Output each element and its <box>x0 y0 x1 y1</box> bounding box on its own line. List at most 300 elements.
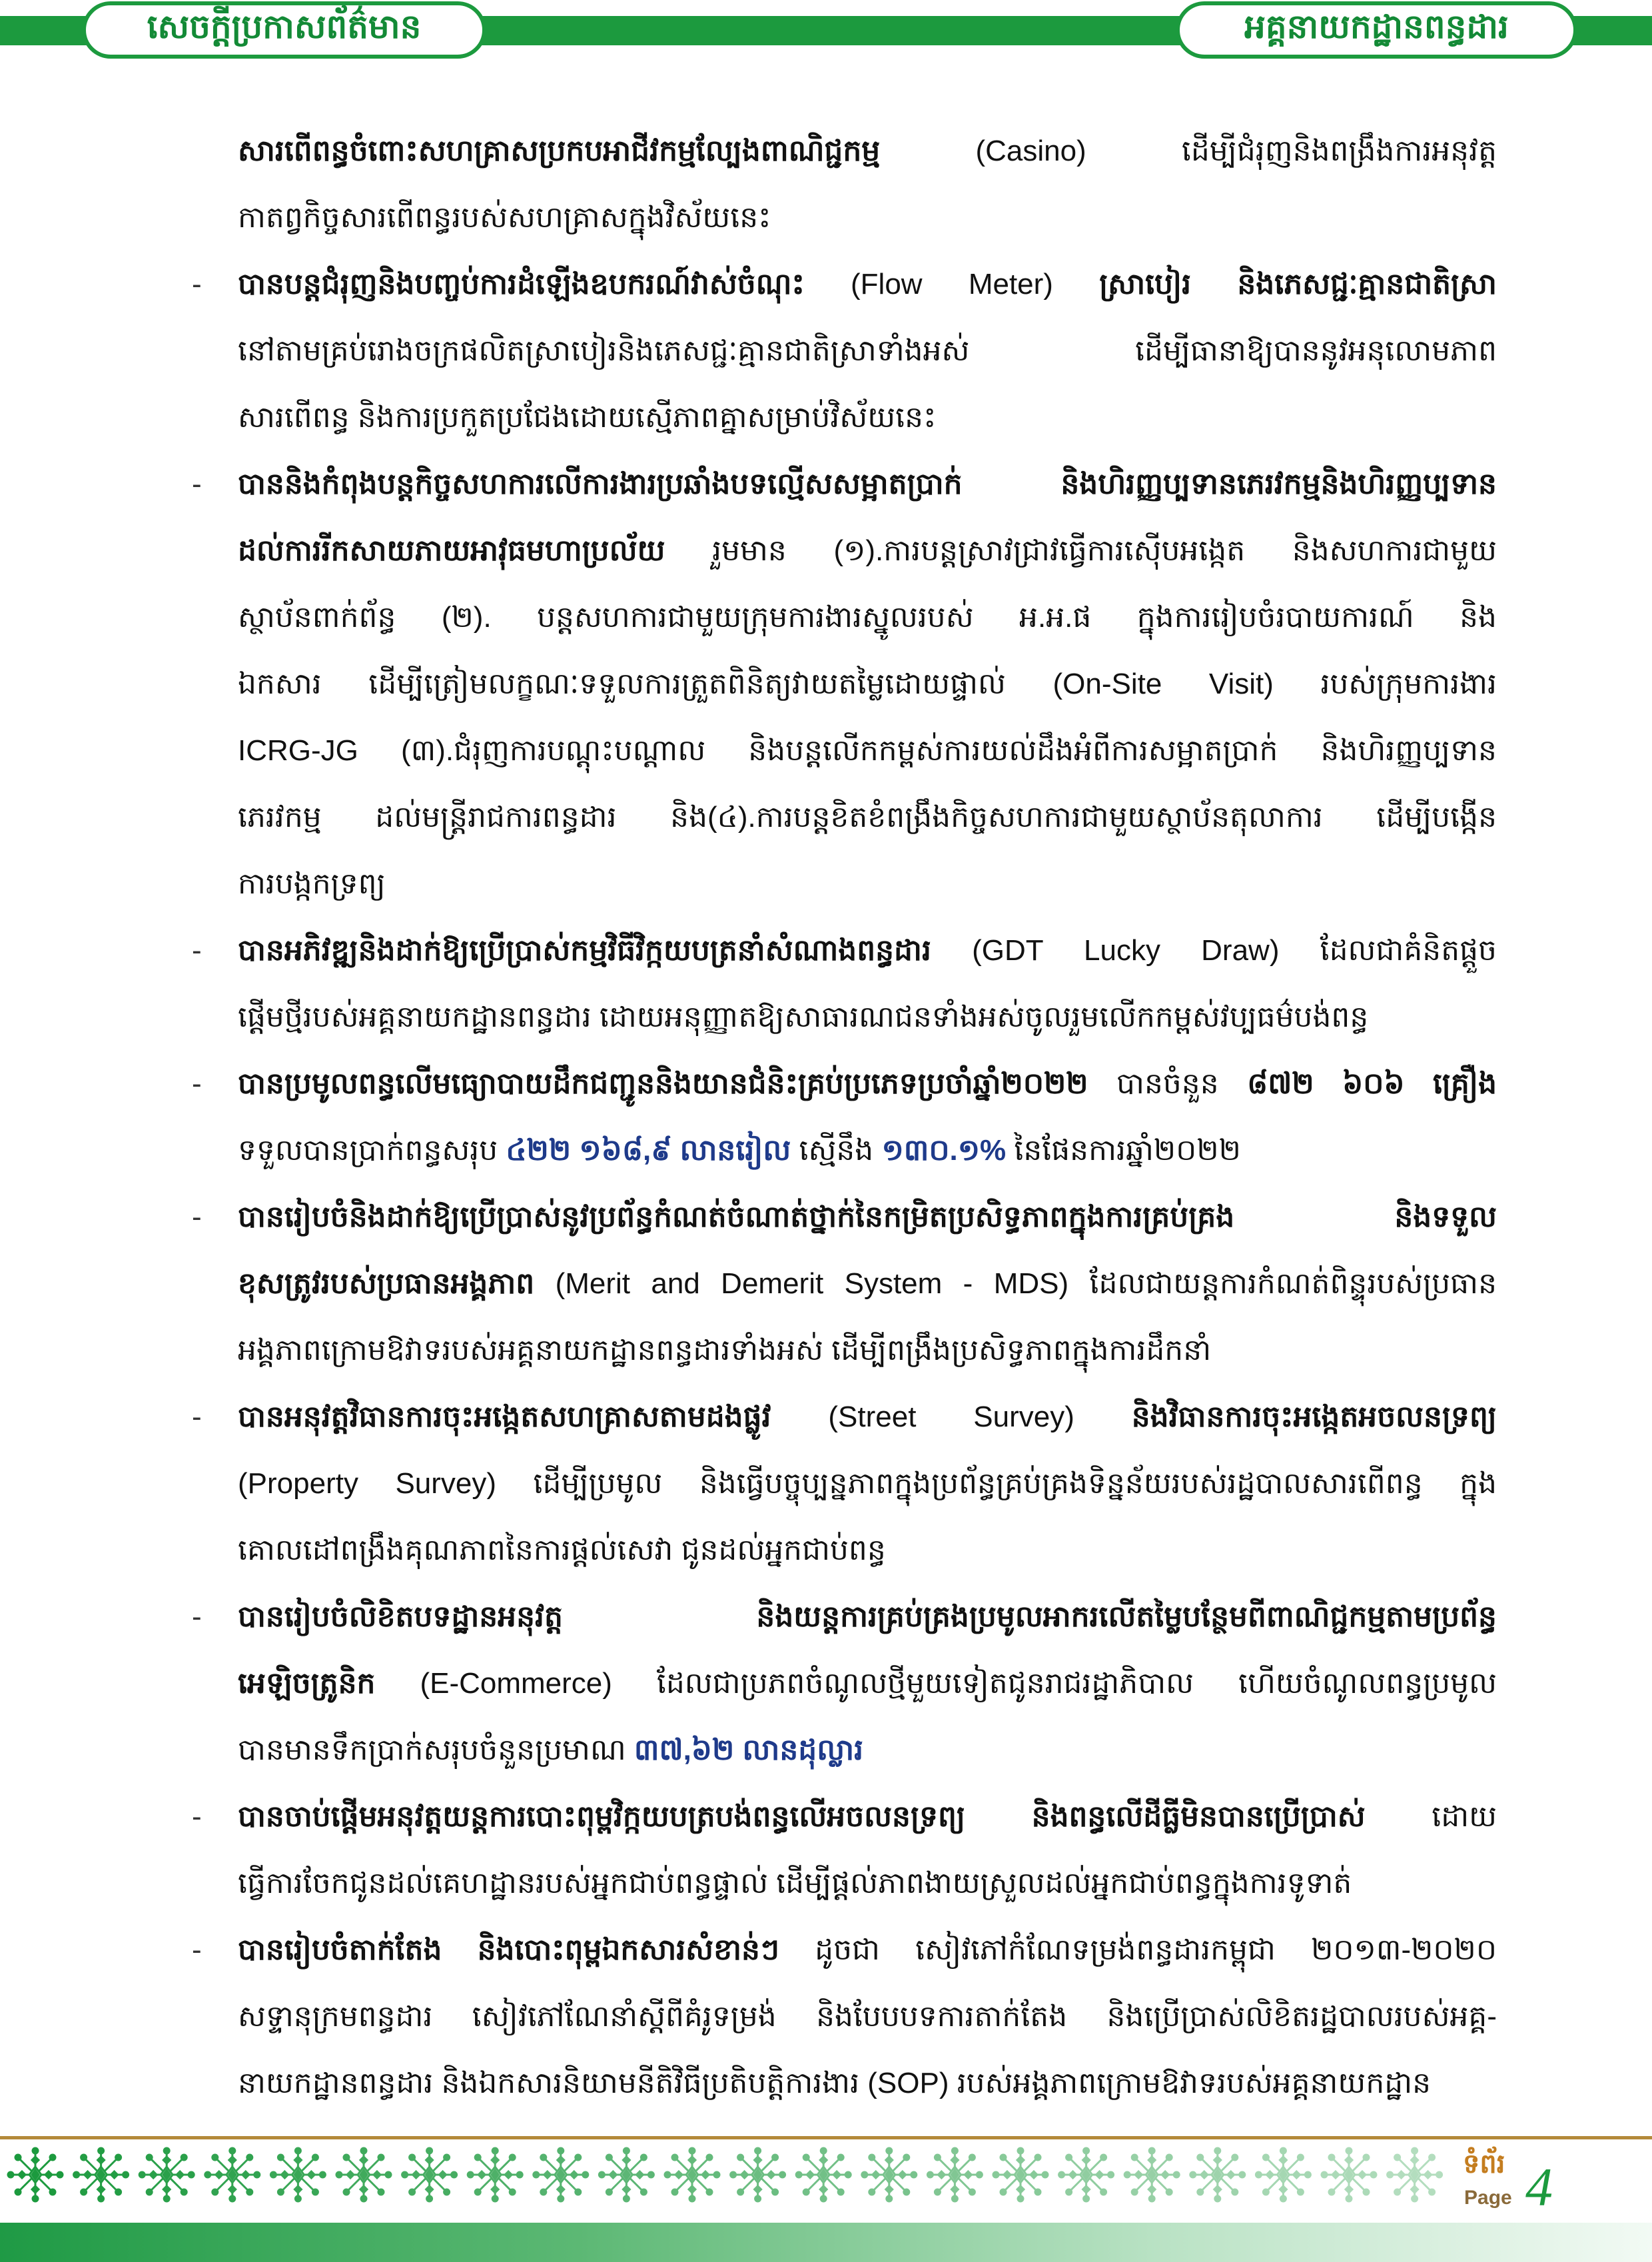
snowflake-ornament-icon <box>1256 2148 1310 2201</box>
ornament-dot <box>278 2155 283 2160</box>
ornament-dot <box>1198 2155 1203 2160</box>
bold-text: បានអភិវឌ្ឍនិងដាក់ឱ្យប្រើប្រាស់កម្មវិធីវិក្កយបត្រនាំសំណាងពន្ធដារ <box>238 934 973 967</box>
text-line <box>238 851 1497 917</box>
body-text: ដូចជា សៀវភៅកំណែទម្រង់ពន្ធដារកម្ពុជា ២០១៣-២០២០ <box>815 1934 1497 1966</box>
snowflake-ornament-icon <box>731 2148 785 2201</box>
ornament-dot <box>534 2172 539 2177</box>
ornament-dot <box>935 2189 940 2195</box>
ornament-dot <box>583 2172 588 2177</box>
ornament-dot <box>212 2189 218 2195</box>
ornament-leaf <box>1214 2157 1221 2163</box>
bold-text: ស្រាបៀរ និងភេសជ្ជៈគ្មានជាតិស្រា <box>1099 268 1497 300</box>
ornament-leaf <box>19 2171 25 2178</box>
bullet-dash: - <box>192 1934 202 1966</box>
ornament-leaf <box>98 2186 105 2193</box>
text-line <box>238 1717 1497 1784</box>
ornament-dot <box>8 2172 13 2177</box>
ornament-dot <box>1132 2189 1137 2195</box>
text-line <box>238 1983 1497 2050</box>
ornament-dot <box>1232 2189 1238 2195</box>
ornament-dot <box>1305 2172 1310 2177</box>
ornament-dot <box>1280 2196 1286 2201</box>
header-tab-department <box>1176 1 1577 59</box>
ornament-dot <box>641 2155 646 2160</box>
ornament-leaf <box>951 2186 958 2193</box>
ornament-leaf <box>492 2186 498 2193</box>
ornament-dot <box>295 2196 300 2201</box>
ornament-leaf <box>1070 2171 1076 2178</box>
ornament-dot <box>312 2189 318 2195</box>
body-text: គោលដៅពង្រឹងគុណភាពនៃការផ្តល់សេវា ជូនដល់អ្នកជាប់ពន្ធ <box>238 1534 886 1566</box>
body-text: ឯកសារ ដើម្បីត្រៀមលក្ខណៈទទួលការត្រួតពិនិត្យវាយតម្លៃដោយផ្ទាល់ (On-Site Visit) របស់ក្រុមការងារ <box>238 668 1497 700</box>
ornament-dot <box>410 2189 415 2195</box>
ornament-leaf <box>492 2157 498 2163</box>
ornament-dot <box>1232 2155 1238 2160</box>
text-line <box>238 1517 1497 1584</box>
ornament-dot <box>862 2172 867 2177</box>
ornament-dot <box>927 2172 933 2177</box>
ornament-dot <box>50 2189 55 2195</box>
ornament-dot <box>1084 2148 1089 2153</box>
ornament-dot <box>410 2155 415 2160</box>
ornament-leaf <box>1096 2171 1103 2178</box>
snowflake-ornament-icon <box>468 2148 522 2201</box>
ornament-leaf <box>308 2171 314 2178</box>
snowflake-ornament-icon <box>534 2148 588 2201</box>
bold-text: សារពើពន្ធចំពោះសហគ្រាសប្រកបអាជីវកម្មល្បែងពាណិជ្ជកម្ម <box>238 135 976 167</box>
page-label: Page <box>1464 2187 1512 2209</box>
ornament-leaf <box>886 2186 893 2193</box>
ornament-dot <box>510 2155 515 2160</box>
ornament-dot <box>796 2172 801 2177</box>
bullet-dash: - <box>192 468 202 500</box>
ornament-leaf <box>1280 2157 1286 2163</box>
ornament-leaf <box>163 2157 170 2163</box>
snowflake-ornament-icon <box>1059 2148 1114 2201</box>
ornament-dot <box>427 2196 432 2201</box>
header-tab-label: សេចក្តីប្រកាសព័ត៌មាន <box>147 7 422 46</box>
ornament-leaf <box>1031 2171 1037 2178</box>
bold-text: ខុសត្រូវរបស់ប្រធានអង្គភាព <box>238 1267 556 1300</box>
body-text: នៃផែនការឆ្នាំ២០២២ <box>1006 1134 1241 1167</box>
ornament-dot <box>911 2172 917 2177</box>
ornament-leaf <box>478 2171 485 2178</box>
ornament-dot <box>1132 2155 1137 2160</box>
ornament-dot <box>576 2155 581 2160</box>
body-text: ផ្តើមថ្មីរបស់អគ្គនាយកដ្ឋានពន្ធដារ ដោយអនុញ្ញាតឱ្យសាធារណជនទាំងអស់ចូលរួមលើកកម្ពស់វប្បធម៌បង់ពន្ធ <box>238 1001 1369 1033</box>
text-line <box>238 1184 1497 1251</box>
snowflake-ornament-icon <box>927 2148 982 2201</box>
ornament-dot <box>1215 2196 1220 2201</box>
ornament-leaf <box>1162 2171 1168 2178</box>
ornament-dot <box>641 2189 646 2195</box>
snowflake-ornament-icon <box>1124 2148 1179 2201</box>
ornament-dot <box>780 2172 785 2177</box>
text-line <box>238 984 1497 1051</box>
ornament-dot <box>74 2172 79 2177</box>
ornament-dot <box>475 2189 480 2195</box>
text-line <box>238 1784 1497 1850</box>
ornament-dot <box>510 2189 515 2195</box>
ornament-dot <box>230 2196 235 2201</box>
bold-text: បានចាប់ផ្តើមអនុវត្តយន្តការបោះពុម្ពវិក្កយបត្របង់ពន្ធលើអចលនទ្រព្យ និងពន្ធលើដីធ្លីមិនបានប្រើប្រាស់ <box>238 1800 1432 1833</box>
ornament-leaf <box>689 2186 695 2193</box>
bullet-item <box>192 1184 1497 1384</box>
ornament-leaf <box>1083 2157 1090 2163</box>
page-number: 4 <box>1525 2157 1553 2217</box>
ornament-leaf <box>1398 2171 1405 2178</box>
ornament-leaf <box>1017 2186 1024 2193</box>
ornament-dot <box>773 2155 778 2160</box>
ornament-dot <box>427 2148 432 2153</box>
ornament-leaf <box>558 2186 564 2193</box>
bold-text: ៨៧២ ៦០៦ គ្រឿង <box>1247 1067 1497 1100</box>
snowflake-ornament-icon <box>1388 2148 1442 2201</box>
body-text: (E-Commerce) ដែលជាប្រភពចំណូលថ្មីមួយទៀតជូនរាជរដ្ឋាភិបាល ហើយចំណូលពន្ធប្រមូល <box>420 1667 1497 1700</box>
bullet-item <box>192 1384 1497 1584</box>
ornament-dot <box>838 2189 843 2195</box>
ornament-dot <box>1371 2172 1376 2177</box>
text-line <box>238 518 1497 584</box>
bold-text: បានអនុវត្តវិធានការចុះអង្កេតសហគ្រាសតាមដងផ្លូវ <box>238 1401 829 1433</box>
body-text: សារពើពន្ធ និងការប្រកួតប្រជែងដោយស្មើភាពគ្នាសម្រាប់វិស័យនេះ <box>238 401 937 434</box>
ornament-leaf <box>413 2171 420 2178</box>
page-label-khmer: ទំព័រ <box>1463 2149 1505 2179</box>
ornament-leaf <box>938 2171 945 2178</box>
ornament-dot <box>1166 2189 1172 2195</box>
ornament-leaf <box>163 2186 170 2193</box>
ornament-leaf <box>820 2157 827 2163</box>
document-body <box>192 118 1497 2117</box>
text-line <box>238 1650 1497 1717</box>
text-line <box>238 917 1497 984</box>
bullet-item <box>192 1784 1497 1917</box>
highlighted-figure: ៤២២ ១៦៨,៩ លានរៀល <box>506 1134 791 1167</box>
bullet-item <box>192 251 1497 451</box>
ornament-leaf <box>150 2171 157 2178</box>
ornament-leaf <box>426 2157 433 2163</box>
ornament-dot <box>33 2148 38 2153</box>
snowflake-ornament-icon <box>993 2148 1048 2201</box>
bullet-dash: - <box>192 1800 202 1833</box>
ornament-dot <box>1066 2189 1072 2195</box>
bold-text: ដល់ការរីកសាយភាយអាវុធមហាប្រល័យ <box>238 534 713 567</box>
ornament-leaf <box>571 2171 578 2178</box>
ornament-dot <box>558 2148 564 2153</box>
ornament-leaf <box>98 2157 105 2163</box>
ornament-leaf <box>32 2157 39 2163</box>
bold-text: បានបន្តជំរុញនិងបញ្ចប់ការដំឡើងឧបករណ៍វាស់ចំណុះ <box>238 268 851 300</box>
body-text: ធ្វើការចែកជូនដល់គេហដ្ឋានរបស់អ្នកជាប់ពន្ធផ្ទាល់ ដើម្បីផ្តល់ភាពងាយស្រួលដល់អ្នកជាប់ពន្ធក្នុងការទូទាត់ <box>238 1867 1352 1900</box>
body-text: នាយកដ្ឋានពន្ធដារ និងឯកសារនិយាមនីតិវិធីប្រតិបត្តិការងារ (SOP) របស់អង្គភាពក្រោមឱវាទរបស់អគ្គនាយកដ្ឋាន <box>238 2067 1432 2099</box>
ornament-dot <box>81 2189 87 2195</box>
highlighted-figure: ៣៧,៦២ លានដុល្លារ <box>633 1734 864 1766</box>
body-text: បានមានទឹកប្រាក់សរុបចំនួនប្រមាណ <box>238 1734 634 1766</box>
ornament-dot <box>707 2189 712 2195</box>
ornament-dot <box>1395 2155 1400 2160</box>
ornament-dot <box>845 2172 851 2177</box>
ornament-dot <box>1263 2189 1268 2195</box>
text-line <box>238 1584 1497 1650</box>
ornament-dot <box>517 2172 522 2177</box>
ornament-leaf <box>505 2171 512 2178</box>
ornament-dot <box>164 2148 169 2153</box>
ornament-dot <box>1101 2189 1106 2195</box>
snowflake-ornament-icon <box>1322 2148 1376 2201</box>
ornament-leaf <box>360 2157 367 2163</box>
ornament-leaf <box>1214 2186 1221 2193</box>
ornament-leaf <box>1346 2157 1352 2163</box>
ornament-leaf <box>636 2171 643 2178</box>
ornament-dot <box>147 2155 152 2160</box>
body-text: ភេរវកម្ម ដល់មន្ត្រីរាជការពន្ធដារ និង(៤).ការបន្តខិតខំពង្រឹងកិច្ចសហការជាមួយស្ថាប័នតុលាការ ដើម្បីបង្កើន <box>238 801 1497 834</box>
bullet-dash: - <box>192 1600 202 1633</box>
ornament-dot <box>738 2155 743 2160</box>
ornament-dot <box>386 2172 391 2177</box>
bold-text: បានរៀបចំលិខិតបទដ្ឋានអនុវត្ត និងយន្តការគ្រប់គ្រងប្រមូលអាករលើតម្លៃបន្ថែមពីពាណិជ្ជកម្មតាមប្រព័ន្ធ <box>238 1600 1497 1633</box>
ornament-dot <box>707 2155 712 2160</box>
ornament-dot <box>1430 2189 1435 2195</box>
text-line <box>238 318 1497 384</box>
ornament-dot <box>689 2148 695 2153</box>
ornament-dot <box>1190 2172 1196 2177</box>
snowflake-ornament-icon <box>665 2148 719 2201</box>
ornament-dot <box>278 2189 283 2195</box>
ornament-dot <box>623 2196 629 2201</box>
body-text: ICRG-JG (៣).ជំរុញការបណ្តុះបណ្តាល និងបន្តលើកកម្ពស់ការយល់ដឹងអំពីការសម្អាតប្រាក់ និងហិរញ្ញប្បទាន <box>238 734 1497 767</box>
ornament-leaf <box>768 2171 775 2178</box>
ornament-leaf <box>1004 2171 1011 2178</box>
ornament-dot <box>952 2148 957 2153</box>
ornament-dot <box>1298 2155 1303 2160</box>
ornament-dot <box>1066 2155 1072 2160</box>
ornament-dot <box>1364 2189 1369 2195</box>
ornament-dot <box>295 2148 300 2153</box>
text-line <box>238 1051 1497 1117</box>
ornament-dot <box>452 2172 457 2177</box>
ornament-dot <box>1174 2172 1179 2177</box>
ornament-leaf <box>623 2186 629 2193</box>
ornament-leaf <box>1017 2157 1024 2163</box>
ornament-leaf <box>242 2171 249 2178</box>
ornament-dot <box>672 2189 677 2195</box>
ornament-leaf <box>440 2171 446 2178</box>
ornament-leaf <box>1280 2186 1286 2193</box>
ornament-dot <box>99 2148 104 2153</box>
ornament-dot <box>541 2189 546 2195</box>
ornament-dot <box>869 2155 875 2160</box>
ornament-dot <box>1059 2172 1064 2177</box>
continuation-paragraph <box>192 118 1497 251</box>
ornament-leaf <box>755 2186 761 2193</box>
ornament-dot <box>887 2196 892 2201</box>
ornament-leaf <box>216 2171 222 2178</box>
ornament-dot <box>475 2155 480 2160</box>
ornament-leaf <box>281 2171 288 2178</box>
ornament-dot <box>887 2148 892 2153</box>
ornament-dot <box>15 2189 21 2195</box>
ornament-dot <box>1364 2155 1369 2160</box>
ornament-dot <box>755 2148 761 2153</box>
ornament-dot <box>1346 2196 1352 2201</box>
text-line <box>238 784 1497 851</box>
body-text: (Flow Meter) <box>851 268 1100 300</box>
ornament-dot <box>838 2155 843 2160</box>
ornament-dot <box>558 2196 564 2201</box>
bold-text: និងវិធានការចុះអង្កេតអចលនទ្រព្យ <box>1131 1401 1497 1433</box>
ornament-dot <box>492 2148 498 2153</box>
text-line <box>238 118 1497 185</box>
ornament-dot <box>181 2189 187 2195</box>
ornament-leaf <box>689 2157 695 2163</box>
text-line <box>238 185 1497 251</box>
ornament-leaf <box>1083 2186 1090 2193</box>
ornament-dot <box>99 2196 104 2201</box>
snowflake-ornament-icon <box>599 2148 653 2201</box>
ornament-leaf <box>1148 2157 1155 2163</box>
ornament-leaf <box>1293 2171 1300 2178</box>
ornament-dot <box>1108 2172 1114 2177</box>
bold-text: អេឡិចត្រូនិក <box>238 1667 420 1700</box>
bullet-dash: - <box>192 1201 202 1233</box>
ornament-dot <box>714 2172 719 2177</box>
ornament-dot <box>1322 2172 1327 2177</box>
ornament-leaf <box>1228 2171 1234 2178</box>
ornament-leaf <box>951 2157 958 2163</box>
ornament-leaf <box>111 2171 118 2178</box>
ornament-dot <box>648 2172 653 2177</box>
ornament-dot <box>821 2148 826 2153</box>
ornament-leaf <box>899 2171 906 2178</box>
ornament-dot <box>205 2172 210 2177</box>
ornament-dot <box>247 2189 252 2195</box>
ornament-leaf <box>177 2171 183 2178</box>
ornament-leaf <box>623 2157 629 2163</box>
ornament-dot <box>1018 2148 1023 2153</box>
ornament-dot <box>361 2148 366 2153</box>
ornament-dot <box>378 2189 384 2195</box>
ornament-dot <box>1101 2155 1106 2160</box>
text-line <box>238 1117 1497 1184</box>
ornament-dot <box>969 2155 975 2160</box>
ornament-leaf <box>426 2186 433 2193</box>
ornament-dot <box>606 2189 612 2195</box>
bullet-item <box>192 1584 1497 1784</box>
ornament-dot <box>773 2189 778 2195</box>
text-line <box>238 451 1497 518</box>
ornament-dot <box>230 2148 235 2153</box>
ornament-dot <box>599 2172 604 2177</box>
ornament-leaf <box>1135 2171 1142 2178</box>
ornament-dot <box>147 2189 152 2195</box>
ornament-dot <box>1166 2155 1172 2160</box>
ornament-dot <box>57 2172 63 2177</box>
text-line <box>238 384 1497 451</box>
body-text: អង្គភាពក្រោមឱវាទរបស់អគ្គនាយកដ្ឋានពន្ធដារទាំងអស់ ដើម្បីពង្រឹងប្រសិទ្ធភាពក្នុងការដឹកនាំ <box>238 1334 1212 1367</box>
text-line <box>238 584 1497 651</box>
ornament-dot <box>1198 2189 1203 2195</box>
ornament-dot <box>1430 2155 1435 2160</box>
ornament-dot <box>869 2189 875 2195</box>
ornament-dot <box>312 2155 318 2160</box>
ornament-dot <box>1035 2155 1040 2160</box>
bullet-dash: - <box>192 1067 202 1100</box>
ornament-dot <box>444 2155 450 2160</box>
text-line <box>238 251 1497 318</box>
text-line <box>238 1251 1497 1317</box>
ornament-dot <box>1388 2172 1393 2177</box>
ornament-dot <box>803 2189 809 2195</box>
ornament-dot <box>1149 2148 1154 2153</box>
header-tab-press-release <box>82 1 486 59</box>
body-text: រួមមាន (១).ការបន្តស្រាវជ្រាវធ្វើការស៊ើបអង្កេត និងសហការជាមួយ <box>712 534 1497 567</box>
ornament-dot <box>123 2172 129 2177</box>
ornament-dot <box>935 2155 940 2160</box>
body-text: (GDT Lucky Draw) ដែលជាគំនិតផ្តួច <box>972 934 1497 967</box>
ornament-dot <box>1215 2148 1220 2153</box>
ornament-leaf <box>1332 2171 1339 2178</box>
ornament-dot <box>904 2189 909 2195</box>
ornament-dot <box>1298 2189 1303 2195</box>
ornament-dot <box>492 2196 498 2201</box>
snowflake-ornament-icon <box>1190 2148 1245 2201</box>
ornament-dot <box>344 2189 349 2195</box>
bold-text: បានប្រមូលពន្ធលើមធ្យោបាយដឹកជញ្ជូននិងយានជំនិះគ្រប់ប្រភេទប្រចាំឆ្នាំ២០២២ <box>238 1067 1117 1100</box>
ornament-leaf <box>374 2171 380 2178</box>
ornament-dot <box>1001 2155 1006 2160</box>
bullet-item <box>192 1917 1497 2117</box>
text-line <box>238 1450 1497 1517</box>
ornament-dot <box>977 2172 982 2177</box>
footer-gradient-band <box>0 2223 1652 2262</box>
ornament-dot <box>189 2172 194 2177</box>
ornament-leaf <box>1412 2186 1418 2193</box>
ornament-leaf <box>965 2171 971 2178</box>
ornament-leaf <box>558 2157 564 2163</box>
footer-divider <box>0 2136 1652 2139</box>
ornament-dot <box>247 2155 252 2160</box>
ornament-dot <box>731 2172 736 2177</box>
text-line <box>238 718 1497 784</box>
ornament-leaf <box>85 2171 91 2178</box>
ornament-dot <box>1329 2189 1334 2195</box>
ornament-dot <box>1329 2155 1334 2160</box>
body-text: ស្ថាប័នពាក់ព័ន្ធ (២). បន្តសហការជាមួយក្រុមការងារស្នូលរបស់ អ.អ.ផ ក្នុងការរៀបចំរបាយការណ៍ និង <box>238 601 1497 634</box>
snowflake-ornament-icon <box>8 2148 63 2201</box>
snowflake-ornament-icon <box>862 2148 917 2201</box>
ornament-dot <box>1149 2196 1154 2201</box>
bold-text: បានរៀបចំនិងដាក់ឱ្យប្រើប្រាស់នូវប្រព័ន្ធកំណត់ចំណាត់ថ្នាក់នៃកម្រិតប្រសិទ្ធភាពក្នុងការគ្រប់គ្រង និងទទួល <box>238 1201 1497 1233</box>
ornament-dot <box>181 2155 187 2160</box>
bullet-dash: - <box>192 1401 202 1433</box>
text-line <box>238 651 1497 718</box>
ornament-leaf <box>1412 2157 1418 2163</box>
ornament-dot <box>821 2196 826 2201</box>
ornament-dot <box>1018 2196 1023 2201</box>
ornament-leaf <box>675 2171 682 2178</box>
body-text: សទ្ទានុក្រមពន្ធដារ សៀវភៅណែនាំស្តីពីគំរូទម្រង់ និងបែបបទការតាក់តែង និងប្រើប្រាស់លិខិតរដ្ឋបាលរបស់អគ្គ- <box>238 2000 1497 2033</box>
ornament-dot <box>904 2155 909 2160</box>
footer-ornament-strip <box>0 2147 1452 2203</box>
ornament-dot <box>952 2196 957 2201</box>
ornament-dot <box>33 2196 38 2201</box>
bold-text: បានរៀបចំតាក់តែង និងបោះពុម្ពឯកសារសំខាន់ៗ <box>238 1934 815 1966</box>
ornament-dot <box>1035 2189 1040 2195</box>
ornament-dot <box>1240 2172 1245 2177</box>
ornament-dot <box>689 2196 695 2201</box>
snowflake-ornament-icon <box>139 2148 194 2201</box>
ornament-leaf <box>755 2157 761 2163</box>
